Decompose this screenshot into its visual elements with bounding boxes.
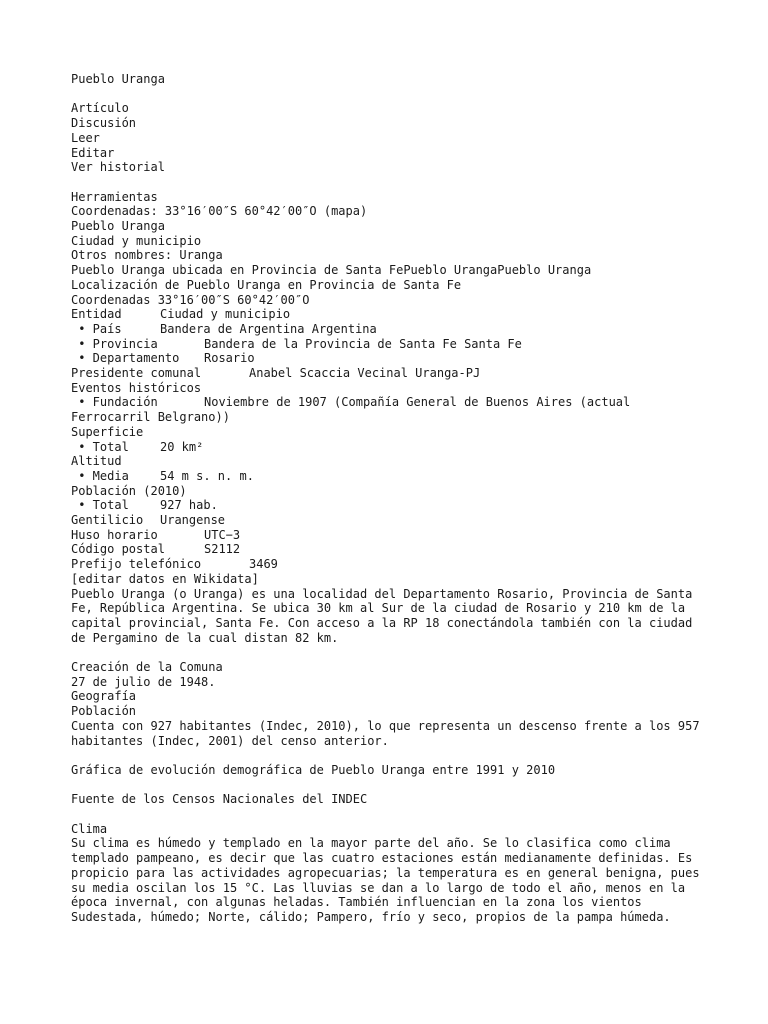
infobox-row-gentilicio — [71, 513, 711, 528]
row-label: • País — [71, 321, 122, 336]
infobox-row-presidente — [71, 366, 711, 381]
row-label: • Departamento — [71, 351, 180, 366]
row-value: 54 m s. n. m. — [160, 468, 254, 483]
infobox-location: Localización de Pueblo Uranga en Provincia de Santa Fe — [71, 277, 462, 292]
spacer — [71, 175, 711, 190]
row-value: 3469 — [249, 557, 278, 572]
document-page — [71, 72, 711, 925]
row-value: UTC−3 — [204, 527, 241, 542]
tab-editar[interactable]: Editar — [71, 145, 115, 160]
clima-heading: Clima — [71, 821, 108, 836]
row-value: S2112 — [204, 542, 241, 557]
tab-ver-historial[interactable]: Ver historial — [71, 160, 165, 175]
coordinates-top: Coordenadas: 33°16′00″S 60°42′00″O (mapa) — [71, 204, 368, 219]
row-label: • Fundación — [71, 395, 158, 410]
row-label: • Provincia — [71, 336, 158, 351]
infobox-row-fundacion — [71, 395, 711, 410]
row-value: 20 km² — [160, 439, 204, 454]
row-value: Bandera de la Provincia de Santa Fe Santa Fe — [204, 336, 522, 351]
infobox-row-pob-total — [71, 498, 711, 513]
infobox-row-prefijo — [71, 557, 711, 572]
clima-paragraph: Su clima es húmedo y templado en la mayor parte del año. Se lo clasifica como clima templado pampeano, es decir que las cuatro estaciones están medianamente definidas. Es propicio para las actividades agropecuarias; la temperatura es en general benigna, pues su media oscilan los 15 °C. Las lluvias se dan a lo largo de todo el año, menos en la época invernal, con algunas heladas. También influencian en la zona los vientos Sudestada, húmedo; Norte, cálido; Pampero, frío y seco, propios de la pampa húmeda. — [71, 836, 700, 924]
row-label: • Total — [71, 439, 129, 454]
tab-discusion[interactable]: Discusión — [71, 116, 137, 131]
page-title: Pueblo Uranga — [71, 72, 165, 86]
infobox-coords: Coordenadas 33°16′00″S 60°42′00″O — [71, 292, 310, 307]
row-label: Gentilicio — [71, 513, 144, 528]
infobox-name: Pueblo Uranga — [71, 219, 165, 233]
row-label: • Total — [71, 498, 129, 513]
poblacion-paragraph: Cuenta con 927 habitantes (Indec, 2010), lo que representa un descenso frente a los 957 habitantes (Indec, 2001) del censo anterior. — [71, 718, 700, 748]
infobox-row-provincia — [71, 337, 711, 352]
fuente-caption: Fuente de los Censos Nacionales del INDEC — [71, 792, 368, 807]
grafica-caption: Gráfica de evolución demográfica de Pueblo Uranga entre 1991 y 2010 — [71, 762, 556, 777]
infobox-row-pais — [71, 322, 711, 337]
infobox-row-cp — [71, 542, 711, 557]
infobox-other-names: Otros nombres: Uranga — [71, 248, 223, 263]
row-label: Código postal — [71, 542, 165, 557]
creacion-heading: Creación de la Comuna — [71, 660, 223, 675]
intro-paragraph: Pueblo Uranga (o Uranga) es una localidad del Departamento Rosario, Provincia de Santa Fe, República Argentina. Se ubica 30 km al Sur de la ciudad de Rosario y 210 km de la capital provincial, Santa Fe. Con acceso a la RP 18 conectándola también con la ciudad de Pergamino de la cual distan 82 km. — [71, 586, 693, 645]
row-value: Bandera de Argentina Argentina — [160, 321, 377, 336]
poblacion-heading: Población — [71, 704, 137, 719]
infobox-row-entidad — [71, 307, 711, 322]
row-value: Ciudad y municipio — [160, 307, 291, 322]
infobox-row-fundacion-cont: Ferrocarril Belgrano)) — [71, 410, 230, 425]
infobox-type: Ciudad y municipio — [71, 233, 202, 248]
infobox-row-media — [71, 469, 711, 484]
row-label: • Media — [71, 468, 129, 483]
tab-leer[interactable]: Leer — [71, 130, 100, 145]
row-value: 927 hab. — [160, 498, 218, 513]
infobox-superficie: Superficie — [71, 424, 144, 439]
row-value: Urangense — [160, 513, 226, 528]
edit-wikidata-link[interactable]: [editar datos en Wikidata] — [71, 571, 259, 586]
row-label: Huso horario — [71, 527, 158, 542]
infobox-row-departamento — [71, 351, 711, 366]
row-label: Prefijo telefónico — [71, 557, 202, 572]
row-label: Presidente comunal — [71, 366, 202, 381]
geografia-heading: Geografía — [71, 689, 137, 704]
herramientas-menu[interactable]: Herramientas — [71, 189, 158, 204]
creacion-date: 27 de julio de 1948. — [71, 674, 216, 689]
infobox-eventos: Eventos históricos — [71, 380, 202, 395]
row-value: Anabel Scaccia Vecinal Uranga-PJ — [249, 366, 481, 381]
spacer — [71, 87, 711, 102]
row-label: Entidad — [71, 307, 122, 322]
infobox-map-caption: Pueblo Uranga ubicada en Provincia de Santa FePueblo UrangaPueblo Uranga — [71, 263, 592, 278]
spacer — [71, 778, 711, 793]
spacer — [71, 807, 711, 822]
tab-articulo[interactable]: Artículo — [71, 101, 129, 116]
spacer — [71, 748, 711, 763]
row-value: Noviembre de 1907 (Compañía General de Buenos Aires (actual — [204, 395, 631, 410]
infobox-poblacion: Población (2010) — [71, 483, 187, 498]
infobox-row-sup-total — [71, 440, 711, 455]
infobox-altitud: Altitud — [71, 454, 122, 469]
spacer — [71, 645, 711, 660]
row-value: Rosario — [204, 351, 255, 366]
infobox-row-huso — [71, 528, 711, 543]
